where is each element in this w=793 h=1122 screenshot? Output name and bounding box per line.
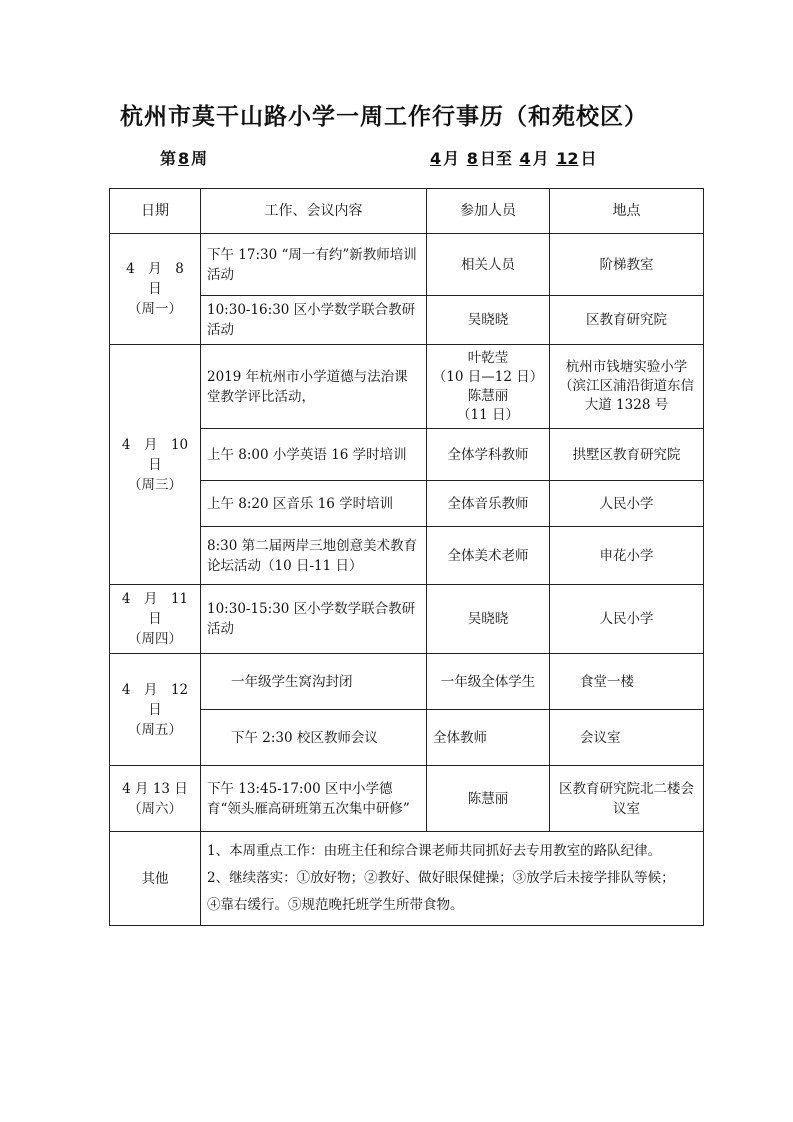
header-date: 日期: [110, 189, 201, 234]
weekday-text: （周四）: [128, 631, 182, 647]
people-cell: 全体教师: [427, 710, 550, 766]
header-place: 地点: [550, 189, 704, 234]
content-cell: 10:30-15:30 区小学数学联合教研活动: [201, 585, 427, 654]
table-row: [110, 654, 704, 710]
table-row: [110, 345, 704, 429]
start-day: 8: [466, 149, 478, 168]
week-date-range: [428, 146, 597, 169]
other-note-line: 2、继续落实：①放好物；②教好、做好眼保健操；③放学后未接学排队等候；: [207, 870, 675, 886]
month-char: 月: [443, 149, 460, 168]
table-header-row: [110, 189, 704, 234]
date-cell: [110, 345, 201, 585]
people-cell: 全体音乐教师: [427, 481, 550, 527]
content-cell: 下午 17:30 “周一有约”新教师培训活动: [201, 234, 427, 296]
date-cell: [110, 654, 201, 766]
place-cell: 拱墅区教育研究院: [550, 429, 704, 481]
weekday-text: （周五）: [128, 721, 182, 738]
people-cell: 陈慧丽: [427, 766, 550, 832]
other-note-line: ④靠右缓行。⑤规范晚托班学生所带食物。: [207, 897, 464, 913]
place-cell: 区教育研究院北二楼会议室: [550, 766, 704, 832]
content-cell: 8:30 第二届两岸三地创意美术教育论坛活动（10 日-11 日）: [201, 527, 427, 585]
end-month: 4: [519, 149, 531, 168]
date-text: 4 月 13 日: [122, 780, 188, 797]
end-day: 12: [556, 149, 579, 168]
week-suffix: 周: [191, 149, 208, 168]
day-char: 日: [580, 149, 597, 168]
date-text: 4 月 8 日: [126, 261, 198, 297]
table-row: [110, 585, 704, 654]
week-number: [160, 146, 207, 169]
people-cell: 吴晓晓: [427, 296, 550, 345]
header-content: 工作、会议内容: [201, 189, 427, 234]
content-cell: 上午 8:20 区音乐 16 学时培训: [201, 481, 427, 527]
month-char: 月: [532, 149, 549, 168]
weekday-text: （周三）: [128, 476, 182, 493]
page-title: 杭州市莫干山路小学一周工作行事历（和苑校区）: [120, 104, 648, 130]
date-text: 4 月 11 日: [121, 591, 202, 627]
week-number-value: 8: [178, 149, 190, 168]
people-cell: 相关人员: [427, 234, 550, 296]
content-cell: 2019 年杭州市小学道德与法治课堂教学评比活动，: [201, 345, 427, 429]
place-cell: 会议室: [550, 710, 704, 766]
content-cell: 一年级学生窝沟封闭: [201, 654, 427, 710]
weekday-text: （周一）: [128, 301, 182, 317]
date-text: 4 月 10 日: [121, 436, 202, 473]
day-char: 日: [479, 149, 496, 168]
content-cell: 10:30-16:30 区小学数学联合教研活动: [201, 296, 427, 345]
other-note-line: 1、本周重点工作：由班主任和综合课老师共同抓好去专用教室的路队纪律。: [207, 843, 662, 859]
schedule-table: [109, 188, 704, 926]
place-cell: 阶梯教室: [550, 234, 704, 296]
content-cell: 下午 2:30 校区教师会议: [201, 710, 427, 766]
date-cell: [110, 585, 201, 654]
place-cell: 申花小学: [550, 527, 704, 585]
date-cell: [110, 766, 201, 832]
people-cell: 一年级全体学生: [427, 654, 550, 710]
people-cell: 全体学科教师: [427, 429, 550, 481]
other-label: 其他: [110, 832, 201, 926]
other-notes: [201, 832, 704, 926]
header-people: 参加人员: [427, 189, 550, 234]
place-cell: 食堂一楼: [550, 654, 704, 710]
date-text: 4 月 12 日: [121, 681, 202, 718]
table-row: [110, 234, 704, 296]
content-cell: 上午 8:00 小学英语 16 学时培训: [201, 429, 427, 481]
place-cell: 人民小学: [550, 481, 704, 527]
people-cell: 全体美术老师: [427, 527, 550, 585]
to-char: 至: [495, 149, 512, 168]
place-cell: 人民小学: [550, 585, 704, 654]
weekday-text: （周六）: [128, 800, 182, 817]
place-cell: 区教育研究院: [550, 296, 704, 345]
date-cell: [110, 234, 201, 345]
table-row: [110, 766, 704, 832]
table-row: [110, 832, 704, 926]
week-prefix: 第: [160, 149, 177, 168]
place-cell: 杭州市钱塘实验小学（滨江区浦沿街道东信大道 1328 号: [550, 345, 704, 429]
people-cell: 吴晓晓: [427, 585, 550, 654]
content-cell: 下午 13:45-17:00 区中小学德育“领头雁高研班第五次集中研修”: [201, 766, 427, 832]
start-month: 4: [430, 149, 442, 168]
people-cell: 叶乾莹 （10 日—12 日） 陈慧丽 （11 日）: [427, 345, 550, 429]
